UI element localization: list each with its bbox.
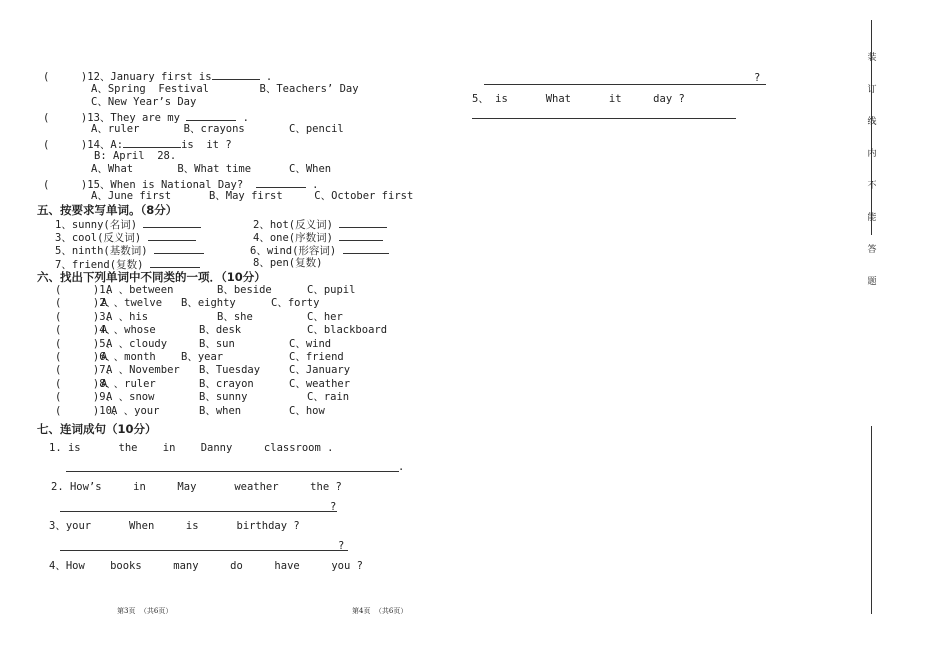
word-item-1: 1、sunny(名词) [55, 217, 201, 232]
option-c: C、her [307, 310, 343, 323]
answer-blank[interactable] [154, 243, 204, 254]
word-item-6: 6、wind(形容词) [250, 243, 389, 258]
binding-char: 题 [867, 277, 877, 287]
option-b: B、when [199, 404, 242, 417]
option-b: B、crayon [199, 377, 254, 390]
page-footer-4: 第4页 （共6页） [352, 607, 408, 615]
answer-blank[interactable] [150, 257, 200, 268]
word-item-2: 2、hot(反义词) [253, 217, 387, 232]
binding-line-bottom [871, 426, 872, 614]
sentence-2-words: 2. How’s in May weather the ? [51, 481, 342, 493]
word-item-5: 5、ninth(基数词) [55, 243, 204, 258]
row-number: ( )9、 [55, 391, 117, 404]
option-b: B、eighty [181, 297, 236, 310]
answer-blank[interactable] [143, 217, 201, 228]
option-b: B、year [181, 351, 224, 363]
option-b: B、desk [199, 324, 242, 337]
section-5-title: 五、按要求写单词。（8分） [37, 203, 178, 217]
binding-char: 不 [867, 181, 877, 191]
option-c: C、rain [307, 391, 350, 404]
option-a: A 、ruler [101, 377, 156, 390]
row-number: ( )3、 [55, 310, 117, 323]
binding-char: 订 [867, 85, 877, 95]
question-12: ( )12、January first is . [43, 71, 273, 83]
option-c: C、January [289, 364, 351, 377]
option-a: A 、his [106, 310, 149, 323]
answer-blank[interactable] [212, 69, 260, 80]
option-a: A 、month [101, 351, 156, 363]
binding-char: 内 [867, 149, 877, 159]
row-number: ( )10、 [55, 404, 123, 417]
answer-line[interactable] [60, 550, 348, 551]
row-number: ( )4、 [55, 324, 117, 337]
option-a: A 、twelve [101, 297, 163, 310]
section-7-title: 七、连词成句（10分） [37, 422, 157, 436]
question-13-options: A、ruler B、crayons C、pencil [91, 123, 344, 135]
row-number: ( )1、 [55, 284, 117, 296]
page-footer-3: 第3页 （共6页） [117, 607, 173, 615]
binding-char: 答 [867, 245, 877, 255]
word-item-7: 7、friend(复数) [55, 257, 200, 272]
option-a: A 、between [106, 284, 174, 296]
answer-line[interactable] [484, 84, 766, 85]
answer-blank[interactable] [339, 230, 383, 241]
option-a: A 、cloudy [106, 337, 168, 350]
option-c: C、weather [289, 377, 351, 390]
option-a: A 、November [106, 364, 180, 377]
option-c: C、pupil [307, 284, 356, 296]
option-a: A 、snow [106, 391, 155, 404]
binding-char: 装 [867, 53, 877, 63]
question-14-answer: B: April 28. [94, 150, 177, 162]
question-12-options: A、Spring Festival B、Teachers’ Day [91, 83, 359, 95]
option-b: B、Tuesday [199, 364, 261, 377]
sentence-5-words: 5、 is What it day ? [472, 93, 685, 105]
sentence-3-end: ? [338, 540, 345, 552]
option-c: C、forty [271, 297, 320, 310]
option-c: C、friend [289, 351, 344, 363]
answer-blank[interactable] [123, 137, 181, 148]
question-15: ( )15、When is National Day? . [43, 179, 319, 191]
option-c: C、wind [289, 337, 332, 350]
option-a: A 、whose [101, 324, 156, 337]
answer-line[interactable] [472, 118, 736, 119]
answer-blank[interactable] [339, 217, 387, 228]
question-14-options: A、What B、What time C、When [91, 163, 332, 175]
row-number: ( )6、 [55, 351, 117, 363]
option-b: B、sunny [199, 391, 248, 404]
word-item-3: 3、cool(反义词) [55, 230, 196, 245]
sentence-4-words: 4、How books many do have you ? [49, 560, 363, 572]
sentence-3-words: 3、your When is birthday ? [49, 520, 300, 532]
sentence-1-words: 1. is the in Danny classroom . [49, 442, 334, 454]
answer-line[interactable] [66, 471, 399, 472]
row-number: ( )8、 [55, 377, 117, 390]
sentence-1-end: . [398, 461, 405, 473]
section-6-title: 六、找出下列单词中不同类的一项．（10分） [37, 270, 266, 284]
answer-line[interactable] [60, 511, 337, 512]
word-item-8: 8、pen(复数) [253, 257, 323, 269]
option-c: C、how [289, 404, 325, 417]
sentence-4-end: ? [754, 72, 761, 84]
option-b: B、sun [199, 337, 235, 350]
option-a: A 、your [111, 404, 160, 417]
question-14: ( )14、A: is it ? [43, 139, 232, 151]
word-item-4: 4、one(序数词) [253, 230, 383, 245]
answer-blank[interactable] [256, 177, 306, 188]
question-13: ( )13、They are my . [43, 112, 249, 124]
answer-blank[interactable] [186, 110, 236, 121]
answer-blank[interactable] [148, 230, 196, 241]
option-c: C、blackboard [307, 324, 388, 337]
row-number: ( )2、 [55, 297, 117, 310]
option-b: B、beside [217, 284, 272, 296]
question-12-options-2: C、New Year’s Day [91, 96, 197, 108]
row-number: ( )5、 [55, 337, 117, 350]
option-b: B、she [217, 310, 253, 323]
binding-char: 线 [867, 117, 877, 127]
row-number: ( )7、 [55, 364, 117, 377]
answer-blank[interactable] [343, 243, 389, 254]
binding-char: 能 [867, 213, 877, 223]
question-15-options: A、June first B、May first C、October first [91, 190, 414, 202]
sentence-2-end: ? [330, 501, 337, 513]
